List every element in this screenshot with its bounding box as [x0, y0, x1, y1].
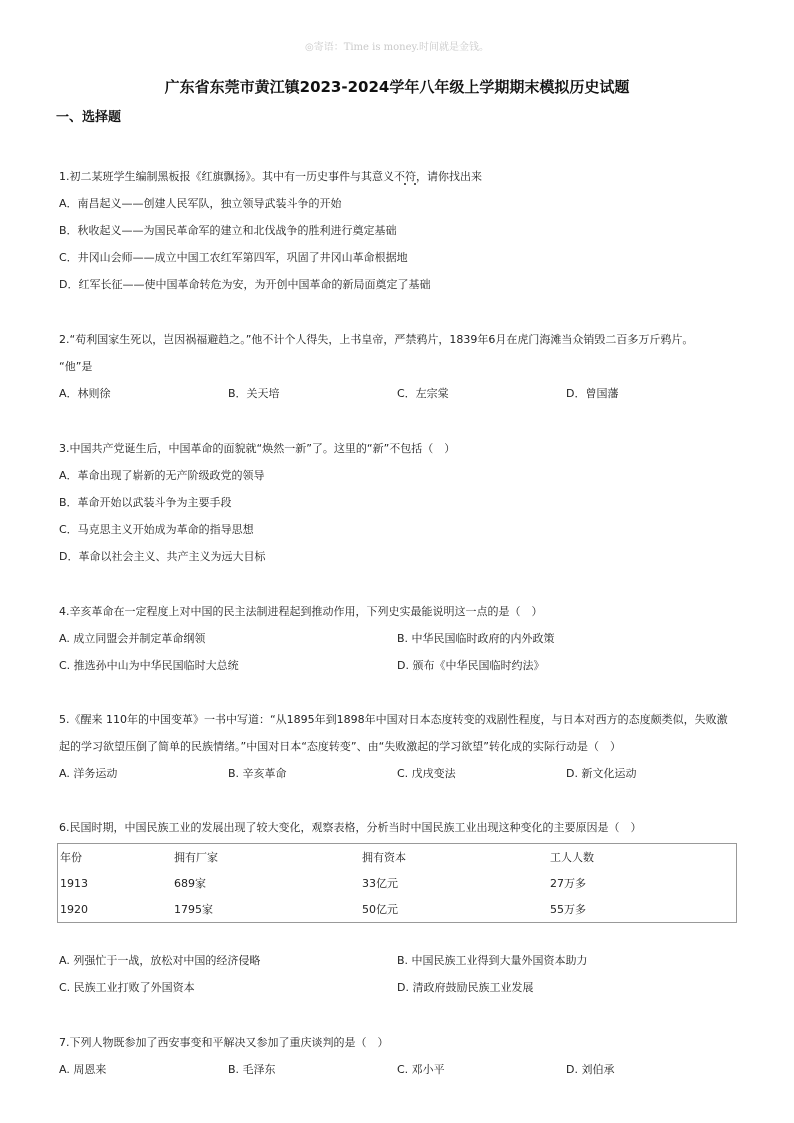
options-row — [59, 975, 739, 1002]
option-d: D. 刘伯承 — [566, 1063, 615, 1076]
table-cell: 55万多 — [550, 903, 586, 916]
option-c: C. 民族工业打败了外国资本 — [59, 981, 195, 994]
question-3 — [59, 436, 739, 571]
options-row — [59, 761, 739, 788]
option-c: C. 邓小平 — [397, 1063, 445, 1076]
option-b: B. 中国民族工业得到大量外国资本助力 — [397, 954, 588, 967]
option-d: D. 清政府鼓励民族工业发展 — [397, 981, 534, 994]
table-row — [58, 870, 737, 896]
emphasis-dot — [414, 183, 416, 185]
emphasis-dot — [404, 183, 406, 185]
option-b: B．革命开始以武装斗争为主要手段 — [59, 496, 232, 509]
table-cell: 1913 — [60, 876, 88, 890]
question-stem: 1.初二某班学生编制黑板报《红旗飘扬》。其中有一历史事件与其意义不符，请你找出来 — [59, 170, 482, 183]
option-a: A．南昌起义——创建人民军队，独立领导武装斗争的开始 — [59, 197, 342, 210]
question-1 — [59, 164, 739, 299]
option-d: D．革命以社会主义、共产主义为远大目标 — [59, 550, 266, 563]
option-c: C．左宗棠 — [397, 387, 449, 400]
question-stem: 3.中国共产党诞生后，中国革命的面貌就“焕然一新”了。这里的“新”不包括（ ） — [59, 442, 456, 455]
question-4 — [59, 599, 739, 680]
options-row — [59, 381, 739, 408]
question-stem: 5.《醒来 110年的中国变革》一书中写道：“从1895年到1898年中国对日本态度转变的戏剧性程度，与日本对西方的态度颇类似，失败激 — [59, 713, 728, 726]
option-d: D．曾国藩 — [566, 387, 619, 400]
question-stem: 6.民国时期，中国民族工业的发展出现了较大变化，观察表格，分析当时中国民族工业出现这种变化的主要原因是（ ） — [59, 821, 642, 834]
table-cell: 1920 — [60, 902, 88, 916]
table-cell: 50亿元 — [362, 903, 398, 916]
option-c: C. 推选孙中山为中华民国临时大总统 — [59, 659, 239, 672]
table-header-cell: 年份 — [60, 851, 82, 864]
option-b: B．关天培 — [228, 387, 280, 400]
option-a: A. 周恩来 — [59, 1063, 107, 1076]
option-d: D. 新文化运动 — [566, 767, 637, 780]
option-a: A. 成立同盟会并制定革命纲领 — [59, 632, 206, 645]
question-stem: 2.“苟利国家生死以，岂因祸福避趋之。”他不计个人得失，上书皇帝，严禁鸦片，1839年6月在虎门海滩当众销毁二百多万斤鸦片。 — [59, 333, 694, 346]
option-c: C. 戊戌变法 — [397, 767, 456, 780]
option-d: D. 颁布《中华民国临时约法》 — [397, 659, 545, 672]
question-stem-cont: “他”是 — [59, 360, 93, 373]
table-header-cell: 拥有厂家 — [174, 851, 218, 864]
options-row — [59, 626, 739, 653]
table-cell: 27万多 — [550, 877, 586, 890]
paper-title: 广东省东莞市黄江镇2023-2024学年八年级上学期期末模拟历史试题 — [164, 78, 630, 96]
table-cell: 689家 — [174, 877, 206, 890]
question-2 — [59, 327, 739, 408]
option-b: B. 辛亥革命 — [228, 767, 287, 780]
question-6-options — [59, 948, 739, 1002]
question-6 — [59, 815, 739, 842]
data-table — [57, 843, 737, 923]
option-a: A. 列强忙于一战，放松对中国的经济侵略 — [59, 954, 261, 967]
options-row — [59, 653, 739, 680]
option-c: C．井冈山会师——成立中国工农红军第四军，巩固了井冈山革命根据地 — [59, 251, 408, 264]
table-header-cell: 工人人数 — [550, 851, 594, 864]
option-b: B. 中华民国临时政府的内外政策 — [397, 632, 555, 645]
question-stem: 7.下列人物既参加了西安事变和平解决又参加了重庆谈判的是（ ） — [59, 1036, 389, 1049]
question-7 — [59, 1030, 739, 1084]
table-cell: 1795家 — [174, 903, 213, 916]
option-a: A. 洋务运动 — [59, 767, 118, 780]
section-heading: 一、选择题 — [56, 110, 122, 125]
question-stem: 4.辛亥革命在一定程度上对中国的民主法制进程起到推动作用，下列史实最能说明这一点的是（ ） — [59, 605, 543, 618]
option-a: A．林则徐 — [59, 387, 111, 400]
table-header-cell: 拥有资本 — [362, 851, 406, 864]
options-row — [59, 948, 739, 975]
option-b: B．秋收起义——为国民革命军的建立和北伐战争的胜利进行奠定基础 — [59, 224, 397, 237]
table-row — [58, 896, 737, 923]
question-5 — [59, 707, 739, 788]
header-motto: ◎寄语：Time is money.时间就是金钱。 — [304, 42, 490, 53]
option-d: D．红军长征——使中国革命转危为安，为开创中国革命的新局面奠定了基础 — [59, 278, 431, 291]
option-c: C．马克思主义开始成为革命的指导思想 — [59, 523, 254, 536]
question-stem-cont: 起的学习欲望压倒了简单的民族情绪。”中国对日本“态度转变”、由“失败激起的学习欲望”转化成的实际行动是（ ） — [59, 740, 621, 753]
option-b: B. 毛泽东 — [228, 1063, 276, 1076]
table-cell: 33亿元 — [362, 877, 398, 890]
options-row — [59, 1057, 739, 1084]
option-a: A．革命出现了崭新的无产阶级政党的领导 — [59, 469, 265, 482]
table-header-row — [58, 844, 737, 871]
